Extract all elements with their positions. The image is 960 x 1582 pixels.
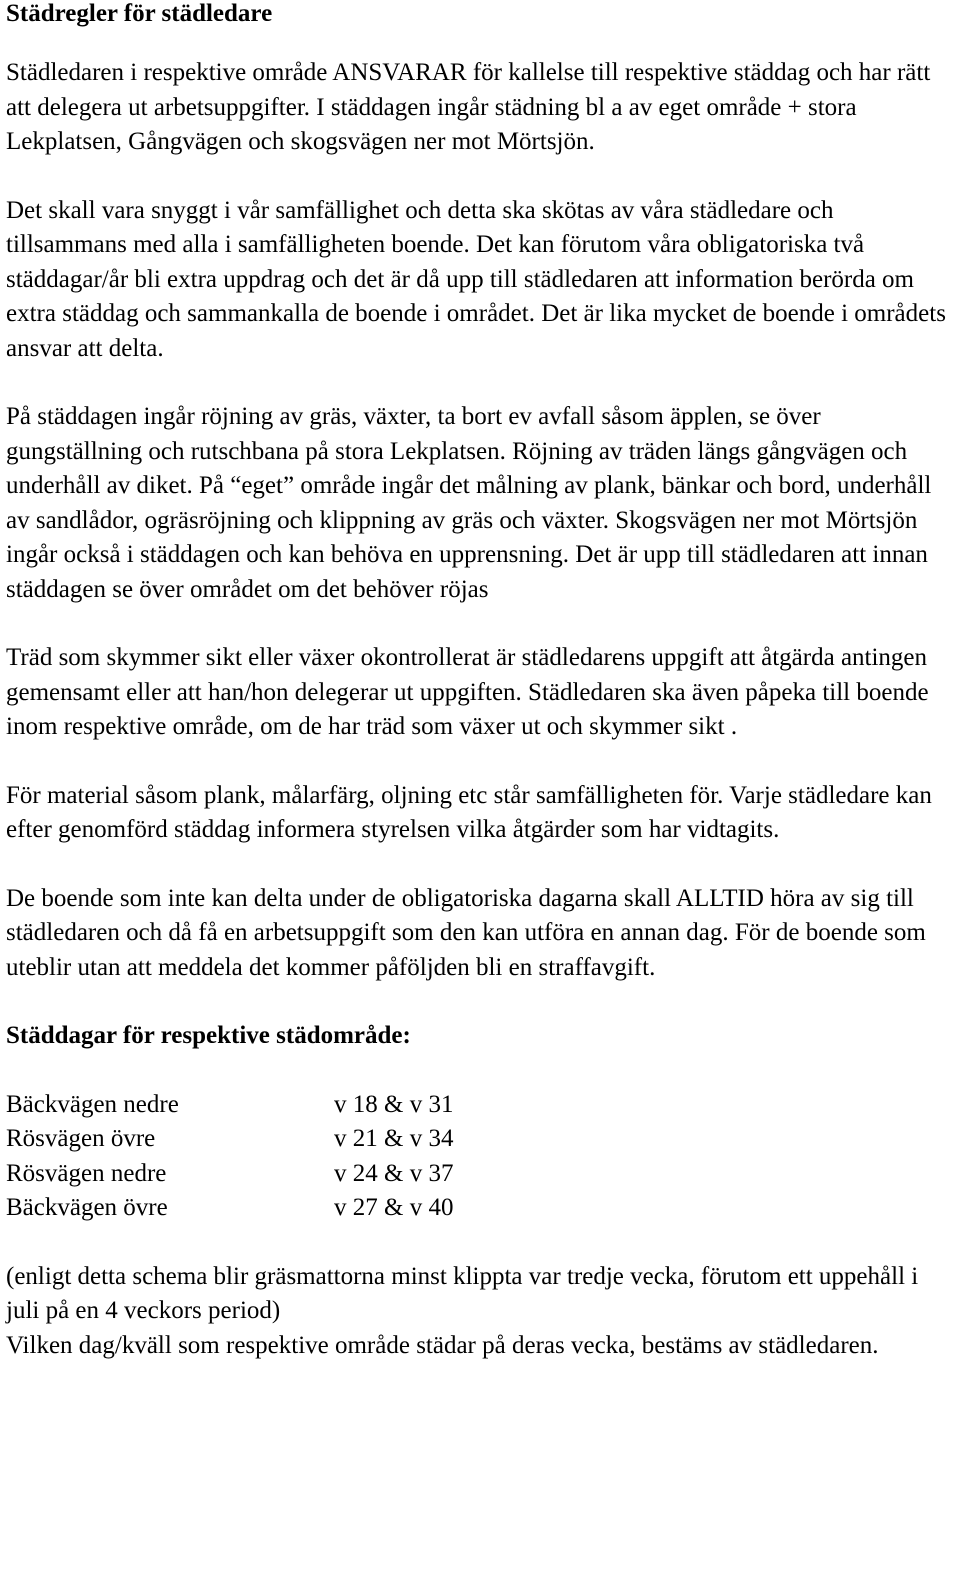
paragraph-materials: För material såsom plank, målarfärg, oljning etc står samfälligheten för. Varje städledare kan efter genomförd städdag informera styrelsen vilka åtgärder som har vidtagits.	[6, 781, 932, 843]
schedule-area: Rösvägen övre	[6, 1125, 156, 1152]
paragraph-responsibility: Städledaren i respektive område ANSVARAR för kallelse till respektive städdag och har rätt att delegera ut arbetsuppgifter. I städdagen ingår städning bl a av eget område + stora Lekplatsen, Gångvägen och skogsvägen ner mot Mörtsjön.	[6, 59, 931, 155]
paragraph-trees: Träd som skymmer sikt eller växer okontrollerat är städledarens uppgift att åtgärda antingen gemensamt eller att han/hon delegerar ut uppgiften. Städledaren ska även påpeka till boende inom respektive område, om de har träd som växer ut och skymmer sikt .	[6, 644, 929, 740]
schedule-area: Rösvägen nedre	[6, 1159, 167, 1187]
schedule-weeks: v 18 & v 31	[334, 1090, 454, 1118]
schedule-heading: Städdagar för respektive städområde:	[6, 1022, 411, 1049]
title-spacer	[6, 28, 954, 56]
footer-note-day: Vilken dag/kväll som respektive område städar på deras vecka, bestäms av städledaren.	[6, 1331, 879, 1359]
paragraph-cleaning-day-tasks: På städdagen ingår röjning av gräs, växter, ta bort ev avfall såsom äpplen, se över gungställning och rutschbana på stora Lekplatsen. Röjning av träden längs gångvägen och underhåll av diket. På “eget” område ingår det målning av plank, bänkar och bord, underhåll av sandlådor, ogräsröjning och klippning av gräs och växter. Skogsvägen ner mot Mörtsjön ingår också i städdagen och kan behöva en upprensning. Det är upp till städledaren att innan städdagen se över området om det behöver röjas	[6, 403, 932, 603]
schedule-weeks: v 27 & v 40	[334, 1194, 454, 1221]
schedule-weeks: v 21 & v 34	[334, 1125, 454, 1152]
document-title: Städregler för städledare	[6, 0, 273, 27]
schedule-row	[6, 1157, 486, 1192]
paragraph-absence: De boende som inte kan delta under de obligatoriska dagarna skall ALLTID höra av sig till städledaren och då få en arbetsuppgift som den kan utföra en annan dag. För de boende som uteblir utan att meddela det kommer påföljden bli en straffavgift.	[6, 884, 926, 981]
schedule-area: Bäckvägen nedre	[6, 1090, 179, 1118]
footer-note-schedule: (enligt detta schema blir gräsmattorna minst klippta var tredje vecka, förutom ett uppehåll i juli på en 4 veckors period)	[6, 1262, 919, 1324]
paragraph-tidiness: Det skall vara snyggt i vår samfällighet och detta ska skötas av våra städledare och tillsammans med alla i samfälligheten boende. Det kan förutom våra obligatoriska två städdagar/år bli extra uppdrag och det är då upp till städledaren att information berörda om extra städdag och sammankalla de boende i området. Det är lika mycket de boende i områdets ansvar att delta.	[6, 196, 946, 362]
schedule-row	[6, 1191, 486, 1226]
schedule-weeks: v 24 & v 37	[334, 1159, 454, 1187]
schedule-table	[6, 1088, 486, 1226]
schedule-row	[6, 1088, 486, 1123]
schedule-row	[6, 1122, 486, 1157]
schedule-area: Bäckvägen övre	[6, 1194, 168, 1221]
footer-notes	[6, 1260, 954, 1364]
